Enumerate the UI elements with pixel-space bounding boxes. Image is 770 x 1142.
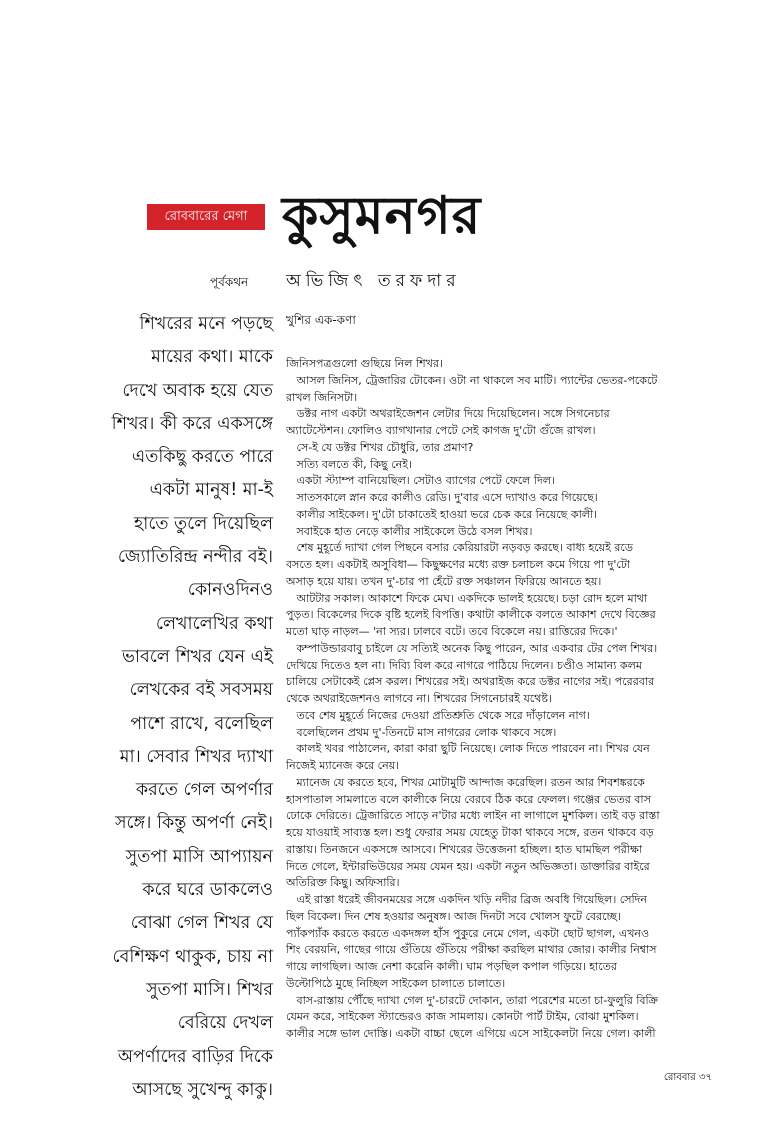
article-line: থেকে অথরাইজেশনও লাগবে না। শিখরের সিগনেচারই যথেষ্ট। xyxy=(286,692,552,705)
article-line: অতিরিক্ত কিছু। অফিসারি। xyxy=(286,876,400,890)
article-line: মতো ঘাড় নাড়ল— 'না স্যর। ঢালবে বটে। তবে বিকেলে নয়। রাত্তিরের দিকে।' xyxy=(286,625,618,638)
section-tag: রোববারের মেগা xyxy=(147,204,265,230)
pull-quote-line: শিখর। কী করে একসঙ্গে xyxy=(111,413,273,434)
article-line: গায়ে লাগছিল। আজ নেশা করেনি কালী। ঘাম পড়ছিল কপাল গড়িয়ে। হাতের xyxy=(286,960,617,973)
pull-quote-line: এতকিছু করতে পারে xyxy=(131,447,273,468)
article-line: অসাড় হয়ে যায়। তখন দু'-চার পা হেঁটে রক্ত সঞ্চালন ফিরিয়ে আনতে হয়। xyxy=(286,574,602,588)
article-line: শিং বেরয়নি, গাছের গায়ে গুঁতিয়ে গুঁতিয়ে পরীক্ষা করছিল মাথার জোর। কালীর নিশ্বাস xyxy=(286,943,657,957)
article-line: সাতসকালে স্নান করে কালীও রেডি। দু'বার এসে দ্যাখাও করে গিয়েছে। xyxy=(286,491,598,504)
article-line: রাখল জিনিসটা। xyxy=(286,390,358,404)
article-line: প্যাঁকপ্যাঁক করতে করতে একদঙ্গল হাঁস পুকুরে নেমে গেল, একটা ছোট ছাগল, এখনও xyxy=(286,926,650,940)
article-line: সে-ই যে ডক্টর শিখর চৌধুরি, তার প্রমাণ? xyxy=(286,440,474,454)
pull-quote-line: করে ঘরে ডাকলেও xyxy=(142,880,273,901)
pull-quote-line: বোঝা গেল শিখর যে xyxy=(130,913,273,934)
pull-quote-line: একটা মানুষ! মা-ই xyxy=(149,480,273,501)
pull-quote-line: মায়ের কথা। মাকে xyxy=(151,347,273,368)
article-line: কম্পাউন্ডারবাবু চাইলে যে সত্যিই অনেক কিছু পারেন, আর একবার টের পেল শিখর। xyxy=(286,641,658,655)
article-line: কালীর সাইকেল। দু'টো চাকাতেই হাওয়া ভরে চেক করে নিয়েছে কালী। xyxy=(286,507,598,521)
article-line: এই রাস্তা ধরেই জীবনময়ের সঙ্গে একদিন খড়ি নদীর ব্রিজ অবধি গিয়েছিল। সেদিন xyxy=(286,893,647,906)
article-line: আসল জিনিস, ট্রেজারির টোকেন। ওটা না থাকলে সব মাটি। প্যান্টের ভেতর-পকেটে xyxy=(286,373,658,387)
pull-quote xyxy=(85,308,273,1107)
pull-quote-line: বেরিয়ে দেখল xyxy=(177,1013,273,1034)
article-subhead: খুশির এক-কণা xyxy=(286,313,356,327)
pull-quote-line: কোনওদিনও xyxy=(187,580,273,601)
author-name: অভিজিৎ তরফদার xyxy=(286,271,461,291)
article-line: আটটার সকাল। আকাশে ফিকে মেঘ। একদিকে ভালই হয়েছে। চড়া রোদ হলে মাথা xyxy=(286,591,648,605)
pull-quote-line: লেখালেখির কথা xyxy=(155,613,273,634)
article-line: ডক্টর নাগ একটা অথরাইজেশন লেটার দিয়ে দিয়েছিলেন। সঙ্গে সিগনেচার xyxy=(286,407,610,421)
article-line: হয়ে যাওয়াই সাব্যস্ত হল। শুধু ফেরার সময় যেহেতু টাকা থাকবে সঙ্গে, রতন থাকবে বড় xyxy=(286,826,654,839)
article-line: অ্যাটেস্টেশন। ফোলিও ব্যাগখানার পেটে সেই কাগজ দু'টো গুঁজে রাখল। xyxy=(286,424,596,437)
page-folio: রোববার ৩৭ xyxy=(663,1072,712,1083)
pull-quote-line: সুতপা মাসি। শিখর xyxy=(146,979,273,1000)
article-line: রাস্তায়। তিনজনে একসঙ্গে আসবে। শিখরের উত্তেজনা হচ্ছিল। হাত ঘামছিল পরীক্ষা xyxy=(286,842,643,856)
pull-quote-line: জ্যোতিরিন্দ্র নন্দীর বই। xyxy=(117,547,273,568)
article-line: তবে শেষ মুহূর্তে নিজের দেওয়া প্রতিশ্রুতি থেকে সরে দাঁড়ালেন নাগ। xyxy=(286,708,590,722)
article-line: একটা স্ট্যাম্প বানিয়েছিল। সেটাও ব্যাগের পেটে ফেলে দিল। xyxy=(286,474,555,488)
previous-label: পূর্বকথন xyxy=(210,275,249,289)
pull-quote-line: করতে গেল অপর্ণার xyxy=(135,780,273,801)
article-line: বাস-রাস্তায় পৌঁছে দ্যাখা গেল দু'-চারটে দোকান, তারা পরেশের মতো চা-ফুলুরি বিক্রি xyxy=(286,993,658,1007)
article-line: বলেছিলেন প্রথম দু'-তিনটে মাস নাগরের লোক থাকবে সঙ্গে। xyxy=(286,725,557,739)
article-line: কালীর সঙ্গে ভাল দোস্তি। একটা বাচ্চা ছেলে এগিয়ে এসে সাইকেলটা নিয়ে গেল। কালী xyxy=(286,1027,656,1040)
article-line: কালই খবর পাঠালেন, কারা কারা ছুটি নিয়েছে। লোক দিতে পারবেন না। শিখর যেন xyxy=(286,742,650,756)
article-line: বসতে হল। একটাই অসুবিধা— কিছুক্ষণের মধ্যে রক্ত চলাচল কমে গিয়ে পা দু'টো xyxy=(286,558,631,571)
article-line: দেখিয়ে দিতেও হল না। দিব্যি বিল করে নাগরে পাঠিয়ে দিলেন। চণ্ডীও সামান্য কলম xyxy=(286,658,642,672)
pull-quote-line: হাতে তুলে দিয়েছিল xyxy=(134,513,273,534)
pull-quote-line: ভাবলে শিখর যেন এই xyxy=(121,646,273,667)
article-line: ঢোকে দেরিতে। ট্রেজারিতে সাড়ে ন'টার মধ্যে লাইন না লাগালে মুশকিল। তাই বড় রাস্তা xyxy=(286,809,660,823)
pull-quote-line: দেখে অবাক হয়ে যেত xyxy=(122,380,273,401)
article-line: সত্যি বলতে কী, কিছু নেই। xyxy=(286,457,412,471)
pull-quote-line: সুতপা মাসি আপ্যায়ন xyxy=(125,846,273,867)
article-body xyxy=(286,356,688,1043)
article-line: যেমন করে, সাইকেল স্ট্যান্ডেরও কাজ সামলায়। কোনটা পার্ট টাইম, বোঝা মুশকিল। xyxy=(286,1010,639,1024)
pull-quote-line: লেখকের বই সবসময় xyxy=(129,680,273,701)
pull-quote-line: মা। সেবার শিখর দ্যাখা xyxy=(119,746,273,767)
story-title: কুসুমনগর xyxy=(282,186,482,246)
pull-quote-line: বেশিক্ষণ থাকুক, চায় না xyxy=(112,946,273,967)
pull-quote-line: সঙ্গে। কিন্তু অপর্ণা নেই। xyxy=(114,813,273,834)
article-line: পুড়ত। বিকেলের দিকে বৃষ্টি হলেই বিপত্তি। কথাটা কালীকে বলতে আকাশ দেখে বিজ্ঞের xyxy=(286,608,656,622)
article-line: ম্যানেজ যে করতে হবে, শিখর মোটামুটি আন্দাজ করেছিল। রতন আর শিবশঙ্করকে xyxy=(286,775,645,789)
article-line: দিতে গেলে, ইন্টারভিউয়ের সময় যেমন হয়। একটা নতুন অভিজ্ঞতা। ডাক্তারির বাইরে xyxy=(286,859,650,873)
article-line: চালিয়ে সেটাকেই প্লেস করল। শিখরের সই। অথরাইজ করে ডক্টর নাগের সই। পরেরবার xyxy=(286,675,655,689)
article-line: হাসপাতাল সামলাতে বলে কালীকে নিয়ে বেরবে ঠিক করে ফেলল। গঞ্জের ভেতর বাস xyxy=(286,792,651,806)
pull-quote-line: অপর্ণাদের বাড়ির দিকে xyxy=(117,1046,273,1067)
article-line: জিনিসপত্রগুলো গুছিয়ে নিল শিখর। xyxy=(286,357,443,370)
pull-quote-line: শিখরের মনে পড়ছে xyxy=(139,314,273,334)
pull-quote-line: আসছে সুখেন্দু কাকু। xyxy=(132,1079,273,1100)
pull-quote-line: পাশে রাখে, বলেছিল xyxy=(130,713,273,734)
article-line: নিজেই ম্যানেজ করে নেয়। xyxy=(286,759,400,772)
article-line: উল্টোপিঠে মুছে নিচ্ছিল সাইকেল চালাতে চালাতে। xyxy=(286,976,506,990)
article-line: ছিল বিকেল। দিন শেষ হওয়ার অনুষঙ্গ। আজ দিনটা সবে খোলস ফুটে বেরচ্ছে। xyxy=(286,909,621,923)
article-line: সবাইকে হাত নেড়ে কালীর সাইকেলে উঠে বসল শিখর। xyxy=(286,524,533,538)
article-line: শেষ মুহূর্তে দ্যাখা গেল পিছনে বসার কেরিয়ারটা নড়বড় করছে। বাধ্য হয়েই রডে xyxy=(286,541,633,555)
